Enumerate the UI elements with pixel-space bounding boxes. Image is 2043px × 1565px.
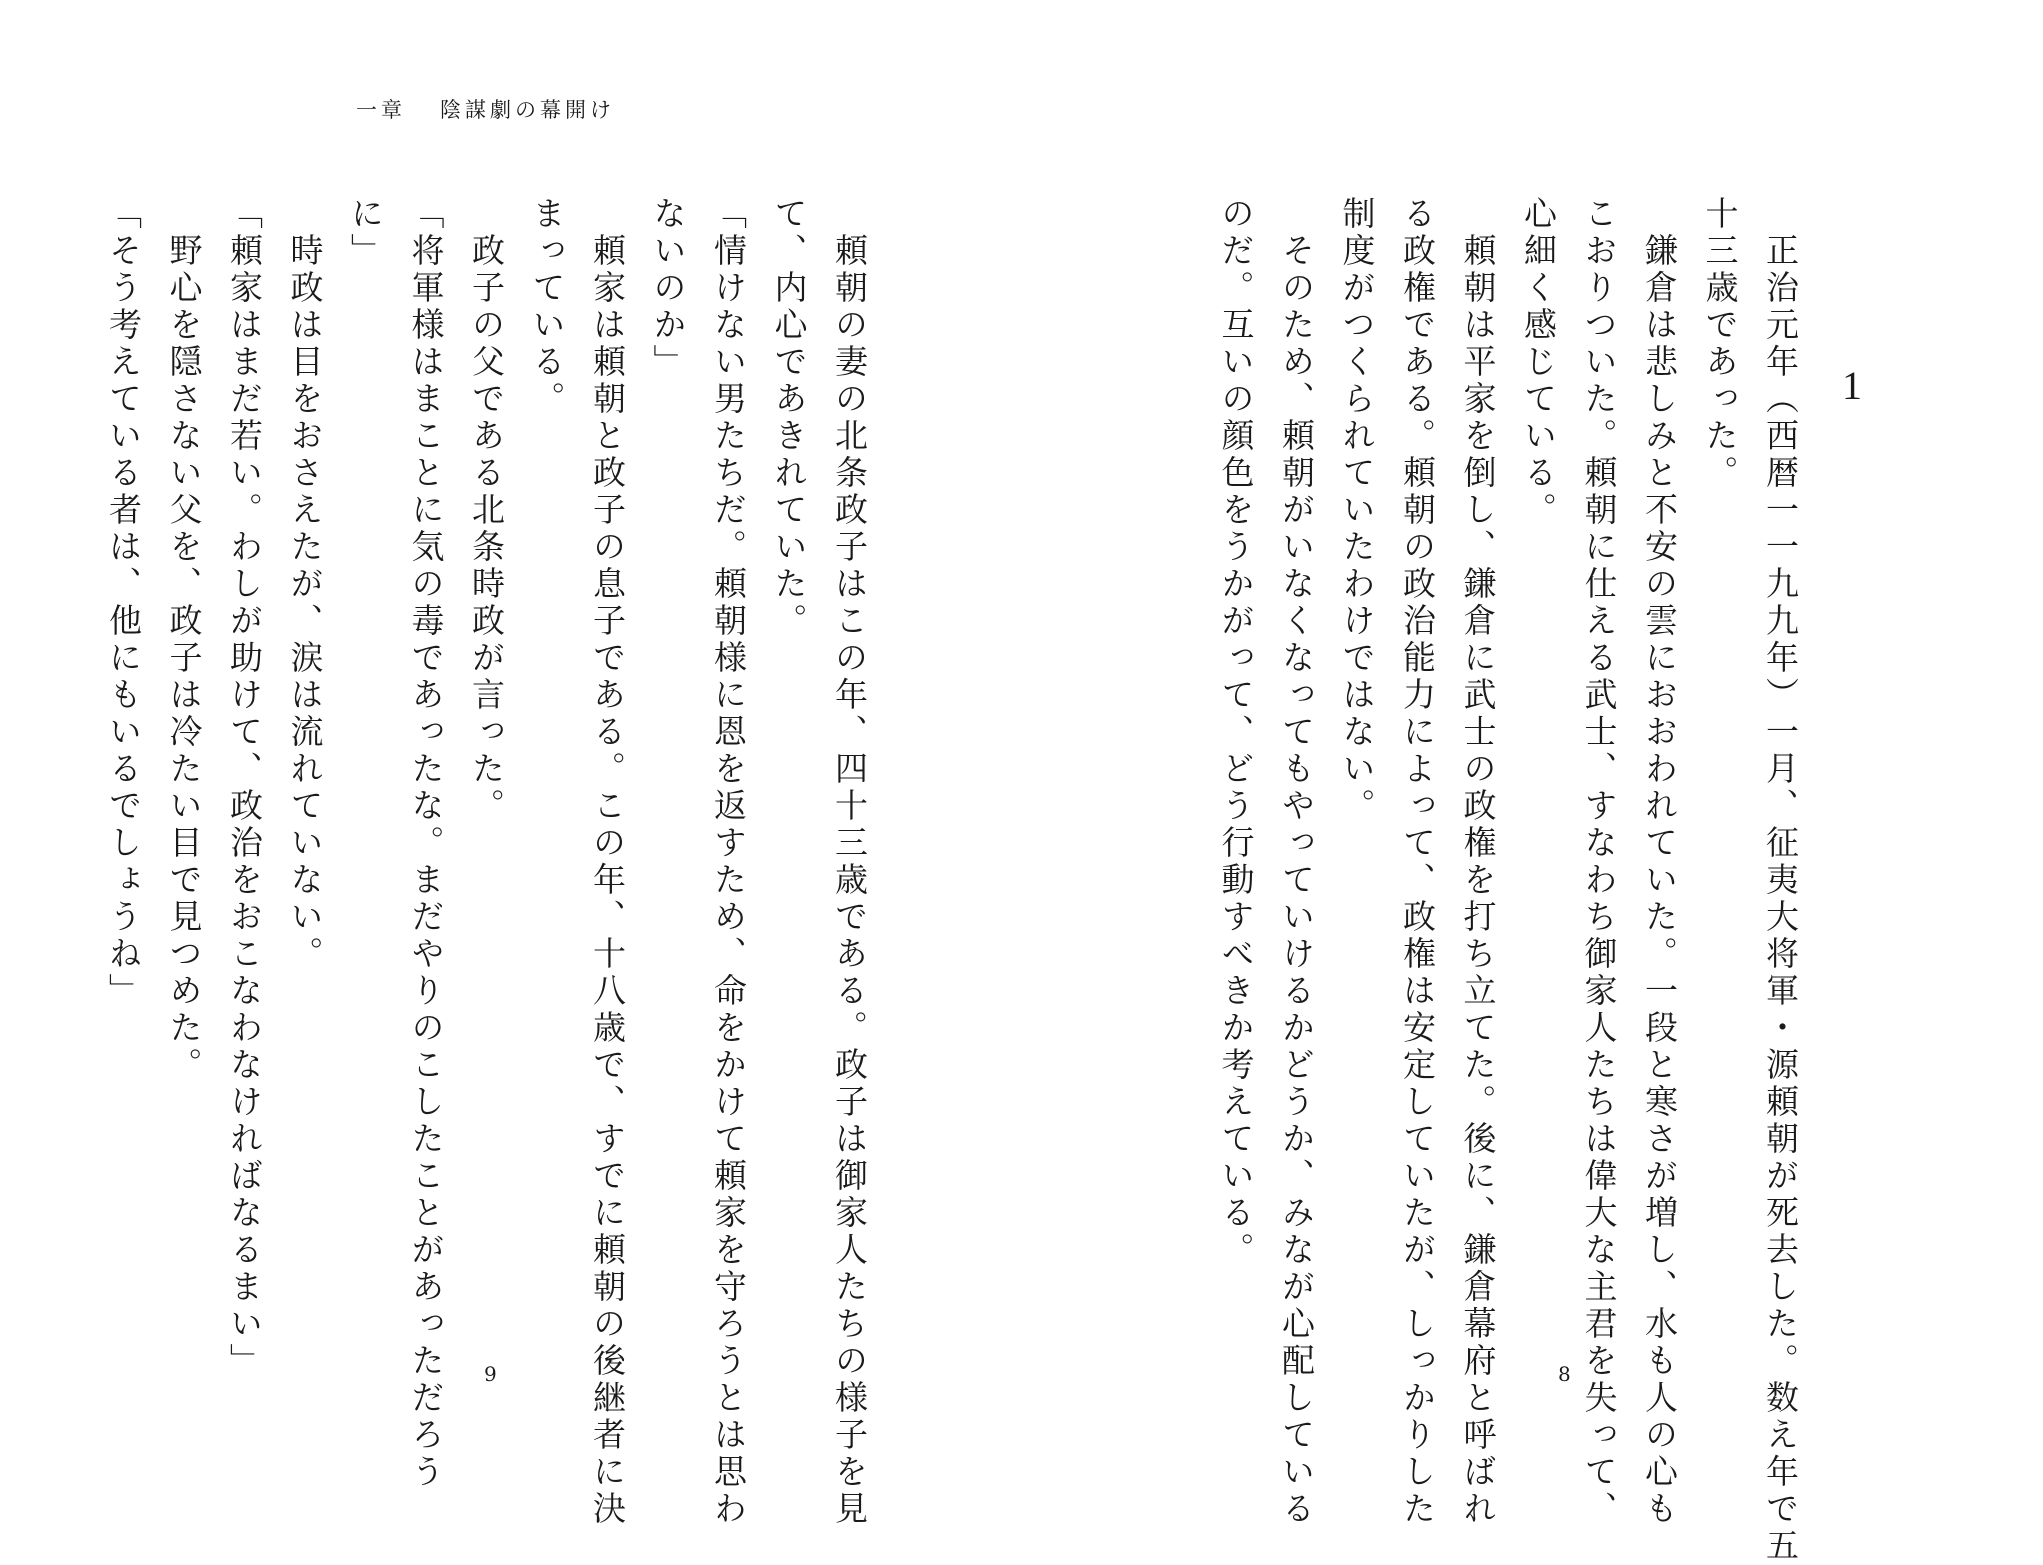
left-page-text-line: 政子の父である北条時政が言った。 xyxy=(467,196,506,825)
chapter-number: 1 xyxy=(1842,363,1862,408)
left-page-text-line: 「頼家はまだ若い。わしが助けて、政治をおこなわなければなるまい」 xyxy=(225,196,264,1380)
running-head-chapter: 一章 xyxy=(356,98,406,122)
right-page-text-line: 頼朝は平家を倒し、鎌倉に武士の政権を打ち立てた。後に、鎌倉幕府と呼ばれ xyxy=(1458,196,1498,1528)
running-head-title: 陰謀劇の幕開け xyxy=(440,98,615,122)
right-page-text-line: 制度がつくられていたわけではない。 xyxy=(1337,196,1377,825)
left-page-text-line: 時政は目をおさえたが、涙は流れていない。 xyxy=(285,196,325,973)
right-page-text-line: こおりついた。頼朝に仕える武士、すなわち御家人たちは偉大な主君を失って、 xyxy=(1579,196,1619,1528)
left-page-text-line: 「情けない男たちだ。頼朝様に恩を返すため、命をかけて頼家を守ろうとは思わ xyxy=(709,196,748,1528)
right-page-text-line: 鎌倉は悲しみと不安の雲におおわれていた。一段と寒さが増し、水も人の心も xyxy=(1640,196,1679,1528)
right-page-text xyxy=(1216,196,1810,1565)
left-page-text-line: ないのか」 xyxy=(648,196,688,381)
left-page-text-line: に」 xyxy=(346,196,385,270)
right-page-text-line: 十三歳であった。 xyxy=(1700,196,1740,492)
right-page-number: 8 xyxy=(1558,1362,1571,1386)
right-page-text-line: 心細く感じている。 xyxy=(1519,196,1558,529)
left-page-text-line: 「そう考えている者は、他にもいるでしょうね」 xyxy=(104,196,143,1010)
right-page-text-line: のだ。互いの顔色をうかがって、どう行動すべきか考えている。 xyxy=(1216,196,1256,1269)
right-page-text-line: る政権である。頼朝の政治能力によって、政権は安定していたが、しっかりした xyxy=(1398,196,1437,1528)
left-page-text-line: 「将軍様はまことに気の毒であったな。まだやりのこしたことがあっただろう xyxy=(406,196,446,1491)
left-page-text-line: 野心を隠さない父を、政子は冷たい目で見つめた。 xyxy=(164,196,204,1084)
right-page-text-line: 正治元年（西暦一一九九年）一月、征夷大将軍・源頼朝が死去した。数え年で五 xyxy=(1761,196,1800,1565)
left-page-text-line: て、内心であきれていた。 xyxy=(769,196,809,640)
left-page-text-line: まっている。 xyxy=(527,196,567,418)
running-head xyxy=(356,94,615,124)
left-page-number: 9 xyxy=(484,1362,497,1386)
left-page-text-line: 頼朝の妻の北条政子はこの年、四十三歳である。政子は御家人たちの様子を見 xyxy=(830,196,869,1528)
right-page-text-line: そのため、頼朝がいなくなってもやっていけるかどうか、みなが心配している xyxy=(1277,196,1316,1528)
left-page-text xyxy=(104,196,879,1528)
left-page-text-line: 頼家は頼朝と政子の息子である。この年、十八歳で、すでに頼朝の後継者に決 xyxy=(588,196,627,1528)
